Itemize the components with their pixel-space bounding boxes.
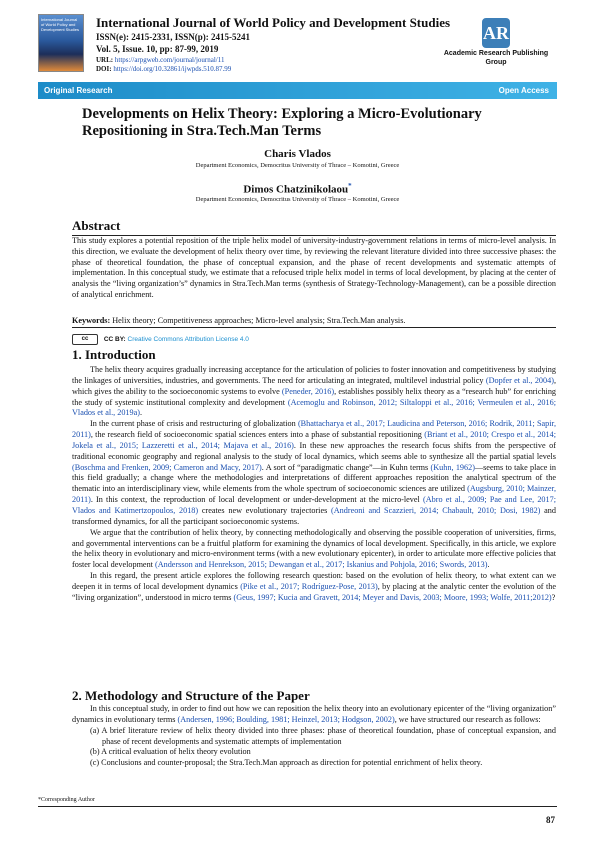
citation-link[interactable]: (Boschma and Frenken, 2009; Cameron and Macy, 2017)	[72, 462, 262, 472]
paragraph: In the current phase of crisis and restructuring of globalization (Bhattacharya et al., 2017; Laudicina and Peterson, 2016; Rodrik, 2011; Sapir, 2011), the research field of socioeconomic spatial sciences enters into a phase of substantial repositioning (Briant et al., 2010; Crespo et al., 2014; Jokela et al., 2015; Lazzeretti et al., 2014; Majava et al., 2016). In these new approaches the research focus shifts from the perspective of traditional economic geography and regional analysis to the study of local dynamics, which seems able to synthesize all the partial spatial levels (Boschma and Frenken, 2009; Cameron and Macy, 2017). A sort of “paradigmatic change”—in Kuhn terms (Kuhn, 1962)—seems to take place in this field gradually; a change where the methodologies and interpretations of different approaches reposition the analytical spectrum of the thematic into an interdisciplinary view, while elements from the whole spectrum of socioeconomic sciences are utilized (Augsburg, 2010; Mainzer, 2011). In this context, the reproduction of local development or under-development at the micro-level (Abro et al., 2009; Pae and Lee, 2017; Vlados and Katimertzopoulos, 2018) creates new evolutionary trajectories (Andreoni and Scazzieri, 2014; Chabault, 2010; Dosi, 1982) and transformed dynamics, for all the participant socioeconomic systems.	[72, 419, 557, 526]
citation-link[interactable]: (Peneder, 2016)	[281, 386, 335, 396]
article-type-label: Original Research	[44, 86, 113, 95]
publisher-logo-icon: AR	[482, 18, 510, 48]
author-affiliation: Department Economics, Democritus University of Thrace – Komotini, Greece	[195, 196, 400, 203]
introduction-body	[72, 365, 556, 604]
license-prefix: CC BY:	[103, 336, 126, 344]
keywords-label: Keywords:	[72, 316, 111, 325]
open-access-label: Open Access	[498, 86, 549, 95]
keywords-text: Helix theory; Competitiveness approaches; Micro-level analysis; Stra.Tech.Man analysis.	[112, 316, 406, 325]
abstract-heading: Abstract	[72, 218, 556, 236]
citation-link[interactable]: (Augsburg, 2010; Mainzer, 2011)	[72, 484, 556, 505]
section-heading-methodology: 2. Methodology and Structure of the Paper	[72, 688, 310, 703]
url-label: URL:	[96, 56, 114, 64]
article-type-banner	[38, 82, 557, 99]
citation-link[interactable]: (Bhattacharya et al., 2017; Laudicina and Peterson, 2016; Rodrik, 2011; Sapir, 2011)	[72, 419, 556, 440]
journal-title: International Journal of World Policy and Development Studies	[96, 15, 451, 30]
paragraph: The helix theory acquires gradually increasing acceptance for the articulation of policies to foster innovation and competitiveness by studying the linkages of universities, industries, and governments. The need for articulating an integrated, multilevel industrial policy (Dopfer et al., 2004), which gives the ability to the socioeconomic systems to evolve (Peneder, 2016), establishes possibly helix theory as a “research hub” for enriching the study of systemic institutional complexity and development (Acemoglu and Robinson, 2012; Siltaloppi et al., 2016; Vermeulen et al., 2016; Vlados et al., 2019a).	[72, 365, 557, 418]
url-line	[96, 56, 224, 64]
author-affiliation: Department Economics, Democritus University of Thrace – Komotini, Greece	[195, 162, 400, 169]
journal-url-link[interactable]: https://arpgweb.com/journal/journal/11	[114, 56, 225, 64]
issn-line: ISSN(e): 2415-2331, ISSN(p): 2415-5241	[96, 32, 251, 42]
citation-link[interactable]: (Acemoglu and Robinson, 2012; Siltaloppi et al., 2016; Vermeulen et al., 2016; Vlados et al., 2019a)	[72, 397, 556, 418]
publisher-name: Academic Research Publishing Group	[443, 50, 549, 66]
section-heading-introduction: 1. Introduction	[72, 347, 156, 362]
license-link[interactable]: Creative Commons Attribution License 4.0	[127, 336, 249, 344]
list-item: (b) A critical evaluation of helix theory evolution	[90, 747, 251, 757]
citation-link[interactable]: (Kuhn, 1962)	[430, 462, 475, 472]
author-name: Dimos Chatzinikolaou*	[243, 182, 352, 196]
footnote: *Corresponding Author	[38, 797, 95, 803]
paragraph: In this conceptual study, in order to find out how we can reposition the helix theory into an evolutionary epicenter of the “living organization” dynamics in evolutionary terms (Andersen, 1996; Boulding, 1981; Heinzel, 2013; Hodgson, 2002), we have structured our research as follows:	[72, 704, 556, 724]
list-item: (a) A brief literature review of helix theory divided into three phases: phase of theoretical foundation, phase of conceptual expansion, and phase of recent developments and systematic attempts of implementation	[90, 725, 556, 746]
volume-line: Vol. 5, Issue. 10, pp: 87-99, 2019	[96, 44, 219, 54]
journal-cover-image	[38, 14, 84, 72]
license-line	[72, 334, 249, 345]
citation-link[interactable]: (Pike et al., 2017; Rodríguez-Pose, 2013)	[240, 581, 378, 591]
citation-link[interactable]: (Dopfer et al., 2004)	[485, 375, 554, 385]
article-title: Developments on Helix Theory: Exploring a Micro-Evolutionary Repositioning in Stra.Tech.Man Terms	[82, 106, 482, 139]
list-item: (c) Conclusions and counter-proposal; the Stra.Tech.Man approach as direction for potential enrichment of helix theory.	[90, 758, 483, 768]
methodology-body	[72, 704, 556, 769]
author-name: Charis Vlados	[264, 148, 331, 160]
doi-label: DOI:	[96, 65, 112, 73]
doi-line	[96, 65, 231, 73]
citation-link[interactable]: (Andreoni and Scazzieri, 2014; Chabault, 2010; Dosi, 1982)	[331, 505, 541, 515]
page-number: 87	[546, 815, 555, 825]
footer-divider	[38, 806, 557, 807]
doi-link[interactable]: https://doi.org/10.32861/ijwpds.510.87.99	[113, 65, 232, 73]
citation-link[interactable]: (Abro et al., 2009; Pae and Lee, 2017; Vlados and Katimertzopoulos, 2018)	[72, 495, 556, 515]
structure-list	[72, 726, 556, 769]
citation-link[interactable]: (Andersen, 1996; Boulding, 1981; Heinzel, 2013; Hodgson, 2002)	[177, 714, 395, 724]
citation-link[interactable]: (Geus, 1997; Kucia and Gravett, 2014; Meyer and Davis, 2003; Moore, 1993; Wolfe, 2011;2012)	[233, 592, 552, 602]
cover-text: International Journal of World Policy and Development Studies	[41, 17, 80, 32]
keywords	[72, 316, 556, 328]
citation-link[interactable]: (Briant et al., 2010; Crespo et al., 2014; Jokela et al., 2015; Lazzeretti et al., 2014; Majava et al., 2016)	[72, 430, 557, 450]
paragraph: We argue that the contribution of helix theory, by connecting methodologically and observing the possible cooperation of universities, firms, and governmental interventions can be a fruitful platform for examining the dynamics of local development. Specifically, in this article, we explore the helix theory in evolutionary and micro-environment terms (with a new evolutionary epicenter), in order to articulate more effective policies that foster local development (Andersson and Henrekson, 2015; Dewangan et al., 2017; Iskanius and Pohjola, 2016; Swords, 2013).	[72, 527, 556, 570]
paragraph: In this regard, the present article explores the following research question: based on the evolution of helix theory, to what extent can we deepen it in terms of local development dynamics (Pike et al., 2017; Rodríguez-Pose, 2013), by placing at the analytic center the evolution of the “living organization”, understood in micro terms (Geus, 1997; Kucia and Gravett, 2014; Meyer and Davis, 2003; Moore, 1993; Wolfe, 2011;2012)?	[72, 571, 556, 602]
cc-license-icon: cc	[72, 334, 98, 345]
corresponding-mark: *	[348, 182, 352, 190]
abstract-text: This study explores a potential reposition of the triple helix model of university-industry-government relations in terms of micro-level analysis. In this direction, we evaluate the development of helix theory over time, by reviewing the relevant literature divided into three successive phases: the phase of theoretical foundation, the phase of conceptual expansion, and the phase of recent developments and systematic attempts of implementation. In this conceptual study, we estimate that a refocused triple helix model in terms of local development, by placing at the center of analysis the “living organization’s” dynamics in Stra.Tech.Man terms (synthesis of Strategy-Technology-Management), can be a possible direction of analytical enrichment.	[72, 236, 556, 299]
citation-link[interactable]: (Andersson and Henrekson, 2015; Dewangan et al., 2017; Iskanius and Pohjola, 2016; Swords, 2013)	[154, 560, 488, 570]
